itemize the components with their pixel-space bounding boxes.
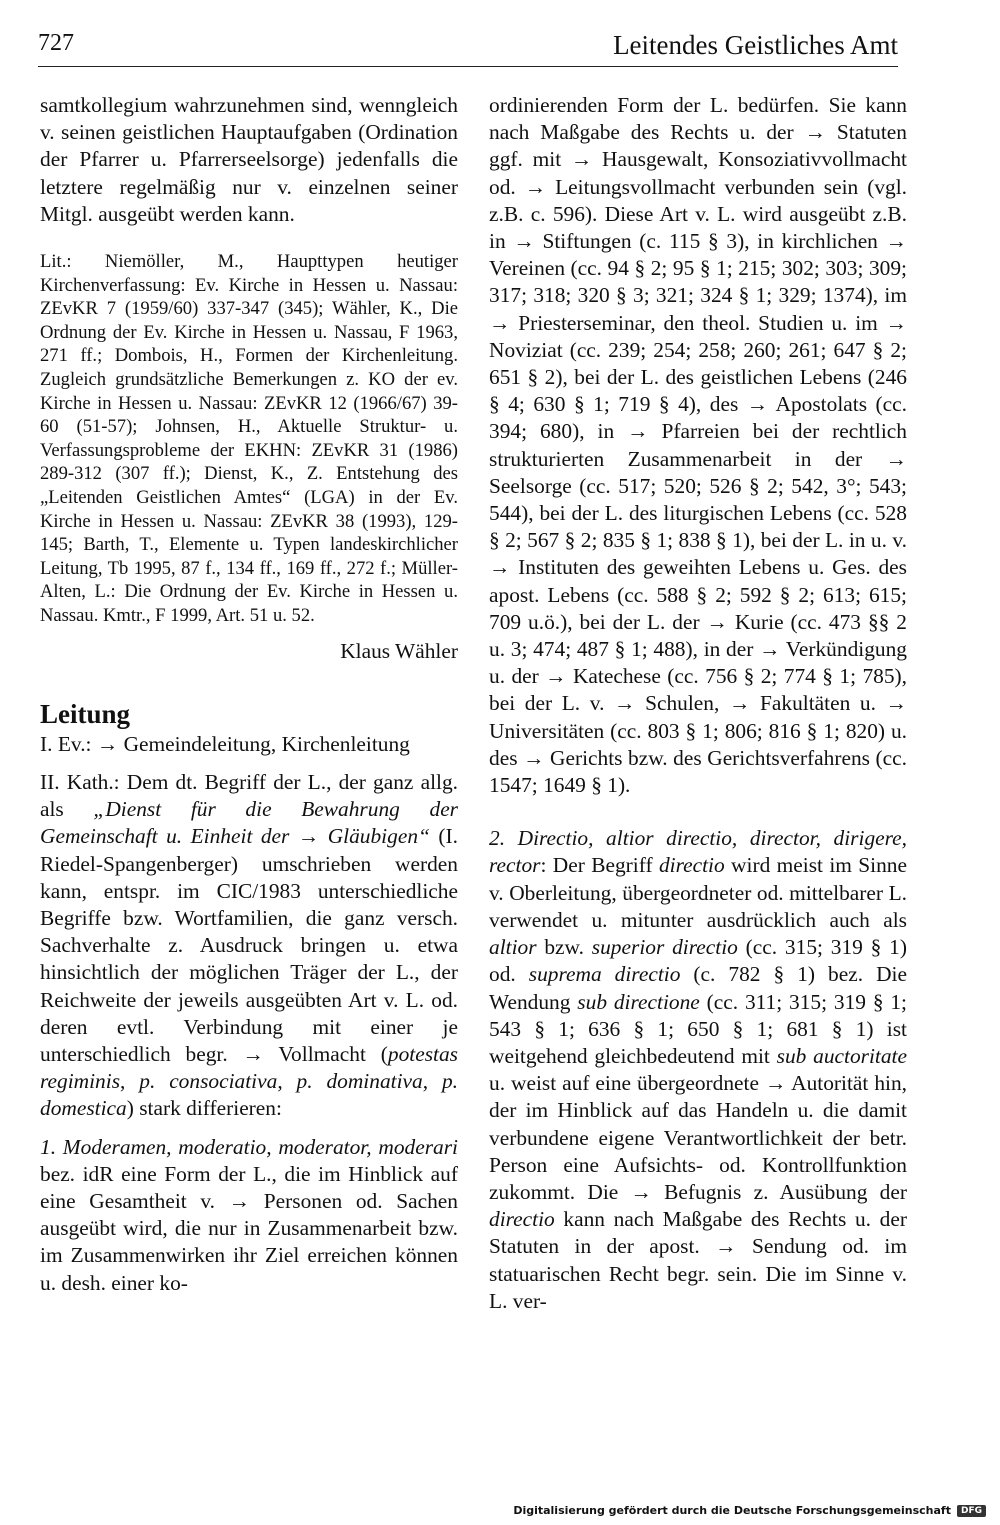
kath-paragraph: II. Kath.: Dem dt. Begriff der L., der ganz allg. als „Dienst für die Bewahrung der Gemeinschaft u. Einheit der → Gläubigen“ (I. Riedel-Spangenberger) umschrieben werden kann, entspr. im CIC/1983 unterschiedliche Begriffe bzw. Wortfamilien, die ganz versch. Sachverhalte z. Ausdruck bringen u. etwa hinsichtlich der möglichen Träger der L., der Reichweite der jeweils ausgeübten Art v. L. od. deren evtl. Verbindung mit einer je unterschiedlich begr. → Vollmacht (potestas regiminis, p. consociativa, p. dominativa, p. domestica) stark differieren: <box>40 769 459 1121</box>
page-header <box>38 26 898 67</box>
literature-list: Lit.: Niemöller, M., Haupttypen heutiger Kirchenverfassung: Ev. Kirche in Hessen u. Nassau: ZEvKR 7 (1959/60) 337-347 (345); Wähler, K., Die Ordnung der Ev. Kirche in Hessen u. Nassau, F 1963, 271 ff.; Dombois, H., Formen der Kirchenleitung. Zugleich grundsätzliche Bemerkungen z. KO der ev. Kirche in Hessen u. Nassau: ZEvKR 12 (1966/67) 39-60 (51-57); Johnsen, H., Aktuelle Struktur- u. Verfassungsprobleme der EKHN: ZEvKR 31 (1986) 289-312 (307 ff.); Dienst, K., Z. Entstehung des „Leitenden Geistlichen Amtes“ (LGA) in der Ev. Kirche in Hessen u. Nassau: ZEvKR 38 (1993), 129-145; Barth, T., Elemente u. Typen landeskirchlicher Leitung, Tb 1995, 87 f., 134 ff., 169 ff., 272 f.; Müller-Alten, L.: Die Ordnung der Ev. Kirche in Hessen u. Nassau. Kmtr., F 1999, Art. 51 u. 52. <box>40 251 458 626</box>
running-head: Leitendes Geistliches Amt <box>613 30 898 60</box>
entry-title: Leitung <box>40 698 131 729</box>
paragraph-coordinating: ordinierenden Form der L. bedürfen. Sie kann nach Maßgabe des Rechts u. der → Statuten ggf. mit → Hausgewalt, Konsoziativvollmacht od. → Leitungsvollmacht verbunden sein (vgl. z.B. c. 596). Diese Art v. L. wird ausgeübt z.B. in → Stiftungen (c. 115 § 3), in kirchlichen → Vereinen (cc. 94 § 2; 95 § 1; 215; 302; 303; 309; 317; 318; 320 § 3; 321; 324 § 1; 329; 1374), im → Priesterseminar, den theol. Studien u. im → Noviziat (cc. 239; 254; 258; 260; 261; 647 § 2; 651 § 2), bei der L. des geistlichen Lebens (246 § 4; 630 § 1; 719 § 4), des → Apostolats (cc. 394; 680), in → Pfarreien bei der rechtlich strukturierten Zusammenarbeit in der → Seelsorge (cc. 517; 520; 526 § 2; 542, 3°; 543; 544), bei der L. des liturgischen Lebens (cc. 528 § 2; 567 § 2; 835 § 1; 838 § 1), bei der L. in u. v. → Instituten des geweihten Lebens u. Ges. des apost. Lebens (cc. 588 § 2; 592 § 2; 613; 615; 709 u.ö.), bei der L. der → Kurie (cc. 473 §§ 2 u. 3; 474; 487 § 1; 488), in der → Verkündigung u. der → Katechese (cc. 756 § 2; 774 § 1; 785), bei der L. v. → Schulen, → Fakultäten u. → Universitäten (cc. 803 § 1; 806; 816 § 1; 820) u. des → Gerichts bzw. des Gerichtsverfahrens (cc. 1547; 1649 § 1). <box>489 93 907 798</box>
author-signature: Klaus Wähler <box>340 638 458 663</box>
footer-text: Digitalisierung gefördert durch die Deutsche Forschungsgemeinschaft <box>513 1504 951 1517</box>
section-2-paragraph: 2. Directio, altior directio, director, dirigere, rector: Der Begriff directio wird meist im Sinne v. Oberleitung, übergeordneter od. mittelbarer L. verwendet u. mitunter ausdrücklich auch als altior bzw. superior directio (cc. 315; 319 § 1) od. suprema directio (c. 782 § 1) bez. Die Wendung sub directione (cc. 311; 315; 319 § 1; 543 § 1; 636 § 1; 650 § 1; 681 § 1) ist weitgehend gleichbedeutend mit sub auctoritate u. weist auf eine übergeordnete → Autorität hin, der im Hinblick auf das Handeln u. die damit verbundene eigene Verantwortlichkeit der betr. Person eine Aufsichts- od. Kontrollfunktion zukommt. Die → Befugnis z. Ausübung der directio kann nach Maßgabe des Rechts u. der Statuten in der apost. → Sendung od. im statuarischen Recht begr. sein. Die im Sinne v. L. ver- <box>489 826 908 1313</box>
section-1-paragraph: 1. Moderamen, moderatio, moderator, moderari bez. idR eine Form der L., die im Hinblick auf eine Gesamtheit v. → Personen od. Sachen ausgeübt wird, die nur in Zusammenarbeit bzw. im Zusammenwirken ihr Ziel erreichen können u. desh. einer ko- <box>40 1134 458 1295</box>
digitization-footer <box>513 1504 986 1517</box>
page-number: 727 <box>38 30 74 56</box>
section-2-heading: 2. Directio, altior directio, director, dirigere, rector <box>489 826 907 878</box>
definition-quote: „Dienst für die Bewahrung der Gemeinschaft u. Einheit der → Gläubigen“ <box>40 797 459 849</box>
right-column <box>489 92 907 1315</box>
paragraph-continuation: samtkollegium wahrzunehmen sind, wenngleich v. seinen geistlichen Hauptaufgaben (Ordination der Pfarrer u. Pfarrerseelsorge) jedenfalls die letztere regelmäßig nur v. einzelnen seiner Mitgl. ausgeübt werden kann. <box>40 93 458 226</box>
left-column <box>40 92 458 1297</box>
ev-reference: I. Ev.: → Gemeindeleitung, Kirchenleitung <box>40 731 410 756</box>
section-1-heading: 1. Moderamen, moderatio, moderator, moderari <box>40 1134 458 1159</box>
dfg-logo: DFG <box>957 1505 986 1517</box>
